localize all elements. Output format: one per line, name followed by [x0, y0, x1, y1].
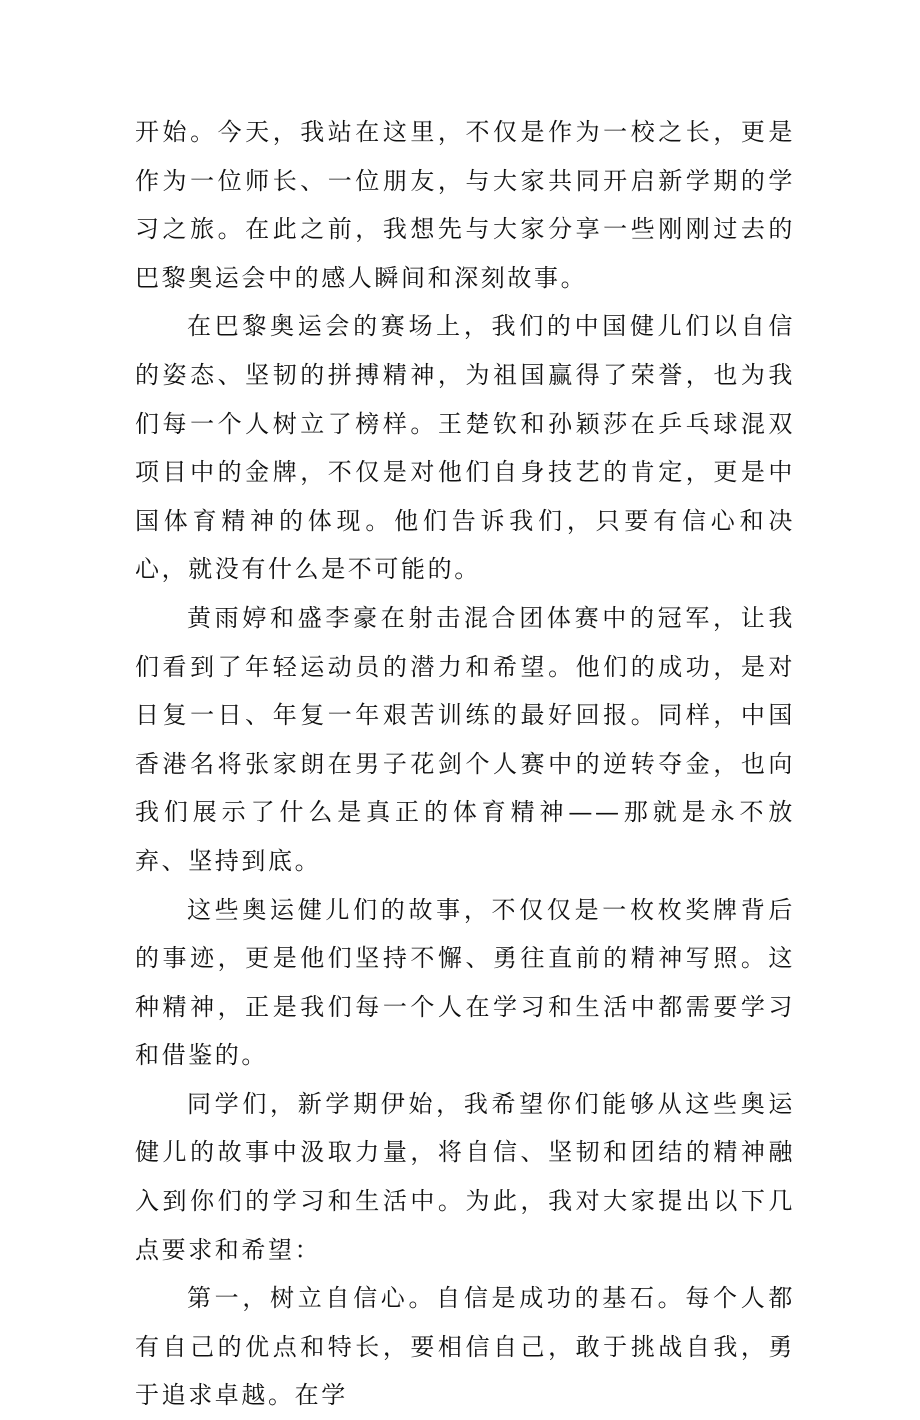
paragraph-opening: 开始。今天，我站在这里，不仅是作为一校之长，更是作为一位师长、一位朋友，与大家共同开启新学期的学习之旅。在此之前，我想先与大家分享一些刚刚过去的巴黎奥运会中的感人瞬间和深刻故事。 — [135, 118, 795, 292]
paragraph-athlete-spirit: 这些奥运健儿们的故事，不仅仅是一枚枚奖牌背后的事迹，更是他们坚持不懈、勇往直前的精神写照。这种精神，正是我们每一个人在学习和生活中都需要学习和借鉴的。 — [135, 895, 795, 1070]
paragraph-new-semester: 同学们，新学期伊始，我希望你们能够从这些奥运健儿的故事中汲取力量，将自信、坚韧和团结的精神融入到你们的学习和生活中。为此，我对大家提出以下几点要求和希望： — [135, 1089, 795, 1264]
document-body — [135, 108, 795, 1420]
paragraph-first-point: 第一，树立自信心。自信是成功的基石。每个人都有自己的优点和特长，要相信自己，敢于挑战自我，勇于追求卓越。在学 — [135, 1284, 795, 1410]
paragraph-shooting-fencing: 黄雨婷和盛李豪在射击混合团体赛中的冠军，让我们看到了年轻运动员的潜力和希望。他们的成功，是对日复一日、年复一年艰苦训练的最好回报。同样，中国香港名将张家朗在男子花剑个人赛中的逆转夺金，也向我们展示了什么是真正的体育精神——那就是永不放弃、坚持到底。 — [135, 603, 795, 875]
paragraph-paris-olympics: 在巴黎奥运会的赛场上，我们的中国健儿们以自信的姿态、坚韧的拼搏精神，为祖国赢得了荣誉，也为我们每一个人树立了榜样。王楚钦和孙颖莎在乒乓球混双项目中的金牌，不仅是对他们自身技艺的肯定，更是中国体育精神的体现。他们告诉我们，只要有信心和决心，就没有什么是不可能的。 — [135, 312, 795, 584]
